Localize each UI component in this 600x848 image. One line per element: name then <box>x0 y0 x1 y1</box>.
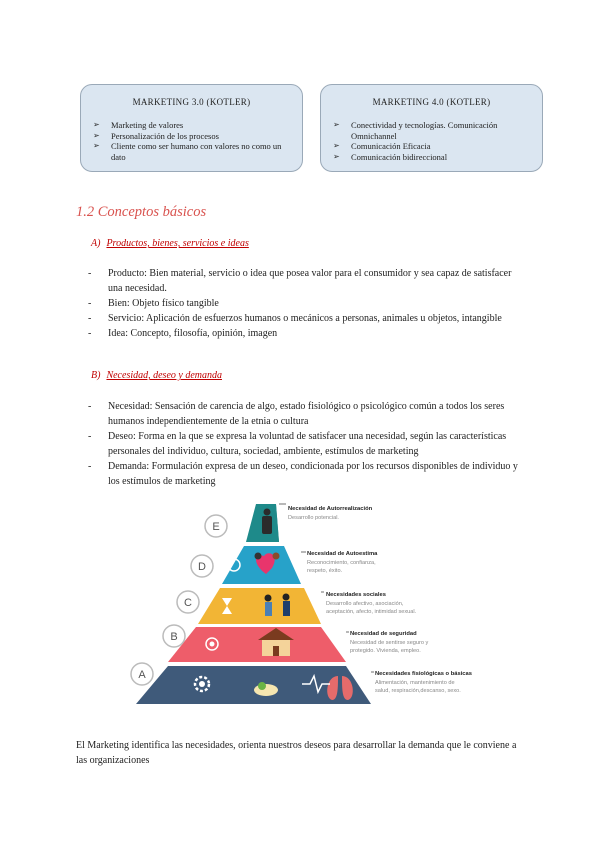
marketing-3-title: MARKETING 3.0 (KOTLER) <box>132 97 251 107</box>
marketing-3-list <box>89 120 294 162</box>
subsection-a-heading <box>91 238 249 249</box>
arrow-bullet-icon: ➢ <box>93 141 100 150</box>
level-b-desc-2: protegido. Vivienda, empleo. <box>350 648 421 654</box>
level-c-title: Necesidades sociales <box>326 592 386 598</box>
subsection-a-text: Productos, bienes, servicios e ideas <box>106 238 249 249</box>
section-heading: 1.2 Conceptos básicos <box>76 204 207 220</box>
level-b-title: Necesidad de seguridad <box>350 631 417 637</box>
level-c-desc-1: Desarrollo afectivo, asociación, <box>326 601 404 607</box>
marketing-3-box <box>80 84 303 172</box>
arrow-bullet-icon: ➢ <box>333 151 340 161</box>
list-item: ➢ Personalización de los procesos <box>93 130 219 141</box>
level-a-desc-2: salud, respiración,descanso, sexo. <box>375 688 461 694</box>
subsection-b-text: Necesidad, deseo y demanda <box>106 370 222 381</box>
pyramid-level-e <box>205 504 373 542</box>
subsection-b-heading <box>91 370 222 381</box>
level-d-title: Necesidad de Autoestima <box>307 551 378 557</box>
pyramid-level-c-shape <box>198 588 321 624</box>
level-letter-e: E <box>212 521 220 533</box>
level-c-desc-2: aceptación, afecto, intimidad sexual. <box>326 609 417 615</box>
level-e-title: Necesidad de Autorrealización <box>288 506 373 512</box>
list-item: - Bien: Objeto físico tangible <box>88 298 219 309</box>
level-letter-c: C <box>184 597 192 609</box>
list-item: - Producto: Bien material, servicio o idea que posea valor para el consumidor y sea capaz de satisfacer una necesidad. <box>88 268 512 294</box>
pyramid-level-c <box>177 588 417 624</box>
list-b <box>88 399 520 489</box>
list-item: - Necesidad: Sensación de carencia de algo, estado fisiológico o psicológico común a todos los seres humanos independientemente de la etnia o cultura <box>88 401 505 427</box>
person-laptop-icon <box>262 516 272 534</box>
subsection-b-label: B) <box>91 370 101 381</box>
level-letter-b: B <box>170 631 178 643</box>
arrow-bullet-icon: ➢ <box>333 120 340 129</box>
level-a-desc-1: Alimentación, mantenimiento de <box>375 680 455 686</box>
marketing-4-box <box>320 84 543 172</box>
list-item: - Servicio: Aplicación de esfuerzos humanos o mecánicos a personas, animales u objetos, intangible <box>88 313 502 324</box>
marketing-4-list <box>329 120 534 162</box>
list-item: ➢ Comunicación Eficacia <box>333 141 431 151</box>
level-d-desc-1: Reconocimiento, confianza, <box>307 560 376 566</box>
level-letter-d: D <box>198 561 206 573</box>
list-item: ➢ Comunicación bidireccional <box>333 151 448 162</box>
pyramid-level-d <box>191 546 378 584</box>
level-b-desc-1: Necesidad de sentirse seguro y <box>350 640 429 646</box>
closing-paragraph: El Marketing identifica las necesidades, orienta nuestros deseos para desarrollar la demanda que le conviene a las organizaciones <box>76 740 517 766</box>
level-e-desc-1: Desarrollo potencial. <box>288 515 339 521</box>
list-item: ➢ Marketing de valores <box>93 120 184 130</box>
arrow-bullet-icon: ➢ <box>93 120 100 129</box>
list-item: ➢ Cliente como ser humano con valores no como un dato <box>93 141 282 162</box>
arrow-bullet-icon: ➢ <box>333 141 340 150</box>
level-d-desc-2: respeto, éxito. <box>307 568 343 574</box>
arrow-bullet-icon: ➢ <box>93 130 100 140</box>
marketing-4-title: MARKETING 4.0 (KOTLER) <box>372 97 491 107</box>
maslow-pyramid <box>116 498 496 716</box>
list-item: - Idea: Concepto, filosofía, opinión, imagen <box>88 328 278 339</box>
pyramid-level-b-shape <box>168 627 346 662</box>
level-letter-a: A <box>138 669 146 681</box>
list-item: - Demanda: Formulación expresa de un deseo, condicionada por los recursos disponibles de individuo y los estímulos de marketing <box>88 461 518 487</box>
food-icon <box>254 684 278 696</box>
pyramid-level-a <box>131 663 472 704</box>
list-item: ➢ Conectividad y tecnologías. Comunicación Omnichannel <box>333 120 498 141</box>
list-a <box>88 266 520 341</box>
pyramid-level-b <box>163 625 429 662</box>
level-a-title: Necesidades fisiológicas o básicas <box>375 671 472 677</box>
list-item: - Deseo: Forma en la que se expresa la voluntad de satisfacer una necesidad, según las características personales del individuo, cultura, sociedad, ambiente, estímulos de marketing <box>88 431 507 457</box>
subsection-a-label: A) <box>91 238 101 249</box>
